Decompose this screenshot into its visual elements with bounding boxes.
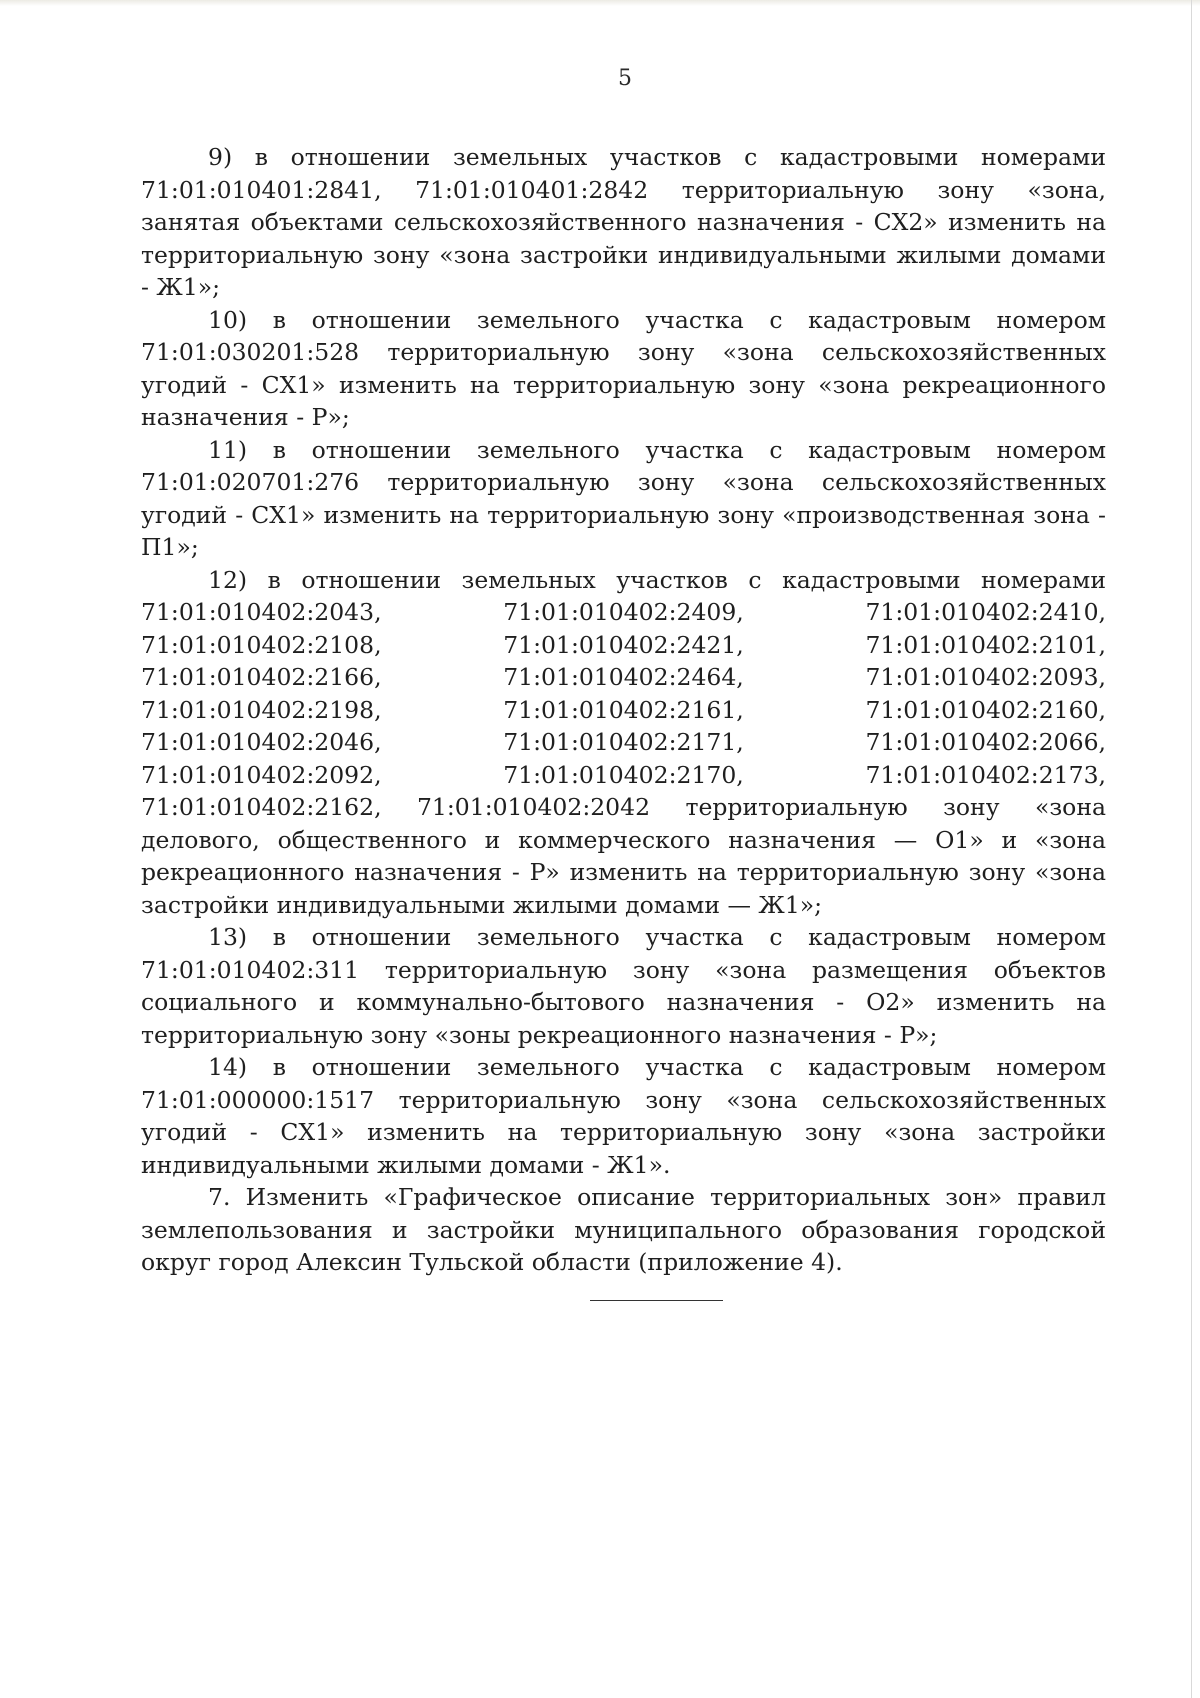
paragraph-item-10: 10) в отношении земельного участка с кадастровым номером 71:01:030201:528 территориальную зону «зона сельскохозяйственных угодий - СХ1» изменить на территориальную зону «зона рекреационного назначения - Р»;	[141, 305, 1106, 431]
paragraph-item-14: 14) в отношении земельного участка с кадастровым номером 71:01:000000:1517 территориальную зону «зона сельскохозяйственных угодий - СХ1» изменить на территориальную зону «зона застройки индивидуальными жилыми домами - Ж1».	[141, 1053, 1106, 1179]
document-body	[141, 141, 1106, 1279]
paragraph-item-9: 9) в отношении земельных участков с кадастровыми номерами 71:01:010401:2841, 71:01:010401:2842 территориальную зону «зона, занятая объектами сельскохозяйственного назначения - СХ2» изменить на территориальную зону «зона застройки индивидуальными жилыми домами - Ж1»;	[141, 143, 1106, 301]
end-of-text-rule	[590, 1300, 723, 1301]
page-number: 5	[618, 66, 632, 91]
scan-edge-top	[0, 0, 1200, 6]
scan-edge-right	[1191, 0, 1192, 1698]
paragraph-item-11: 11) в отношении земельного участка с кадастровым номером 71:01:020701:276 территориальную зону «зона сельскохозяйственных угодий - СХ1» изменить на территориальную зону «производственная зона - П1»;	[141, 435, 1106, 561]
paragraph-section-7: 7. Изменить «Графическое описание территориальных зон» правил землепользования и застройки муниципального образования городской округ город Алексин Тульской области (приложение 4).	[141, 1183, 1106, 1276]
paragraph-item-12: 12) в отношении земельных участков с кадастровыми номерами 71:01:010402:2043, 71:01:010402:2409, 71:01:010402:2410, 71:01:010402:2108, 71:01:010402:2421, 71:01:010402:2101, 71:01:010402:2166, 71:01:010402:2464, 71:01:010402:2093, 71:01:010402:2198, 71:01:010402:2161, 71:01:010402:2160, 71:01:010402:2046, 71:01:010402:2171, 71:01:010402:2066, 71:01:010402:2092, 71:01:010402:2170, 71:01:010402:2173, 71:01:010402:2162, 71:01:010402:2042 территориальную зону «зона делового, общественного и коммерческого назначения — О1» и «зона рекреационного назначения - Р» изменить на территориальную зону «зона застройки индивидуальными жилыми домами — Ж1»;	[141, 565, 1106, 919]
paragraph-item-13: 13) в отношении земельного участка с кадастровым номером 71:01:010402:311 территориальную зону «зона размещения объектов социального и коммунально-бытового назначения - О2» изменить на территориальную зону «зоны рекреационного назначения - Р»;	[141, 923, 1106, 1049]
